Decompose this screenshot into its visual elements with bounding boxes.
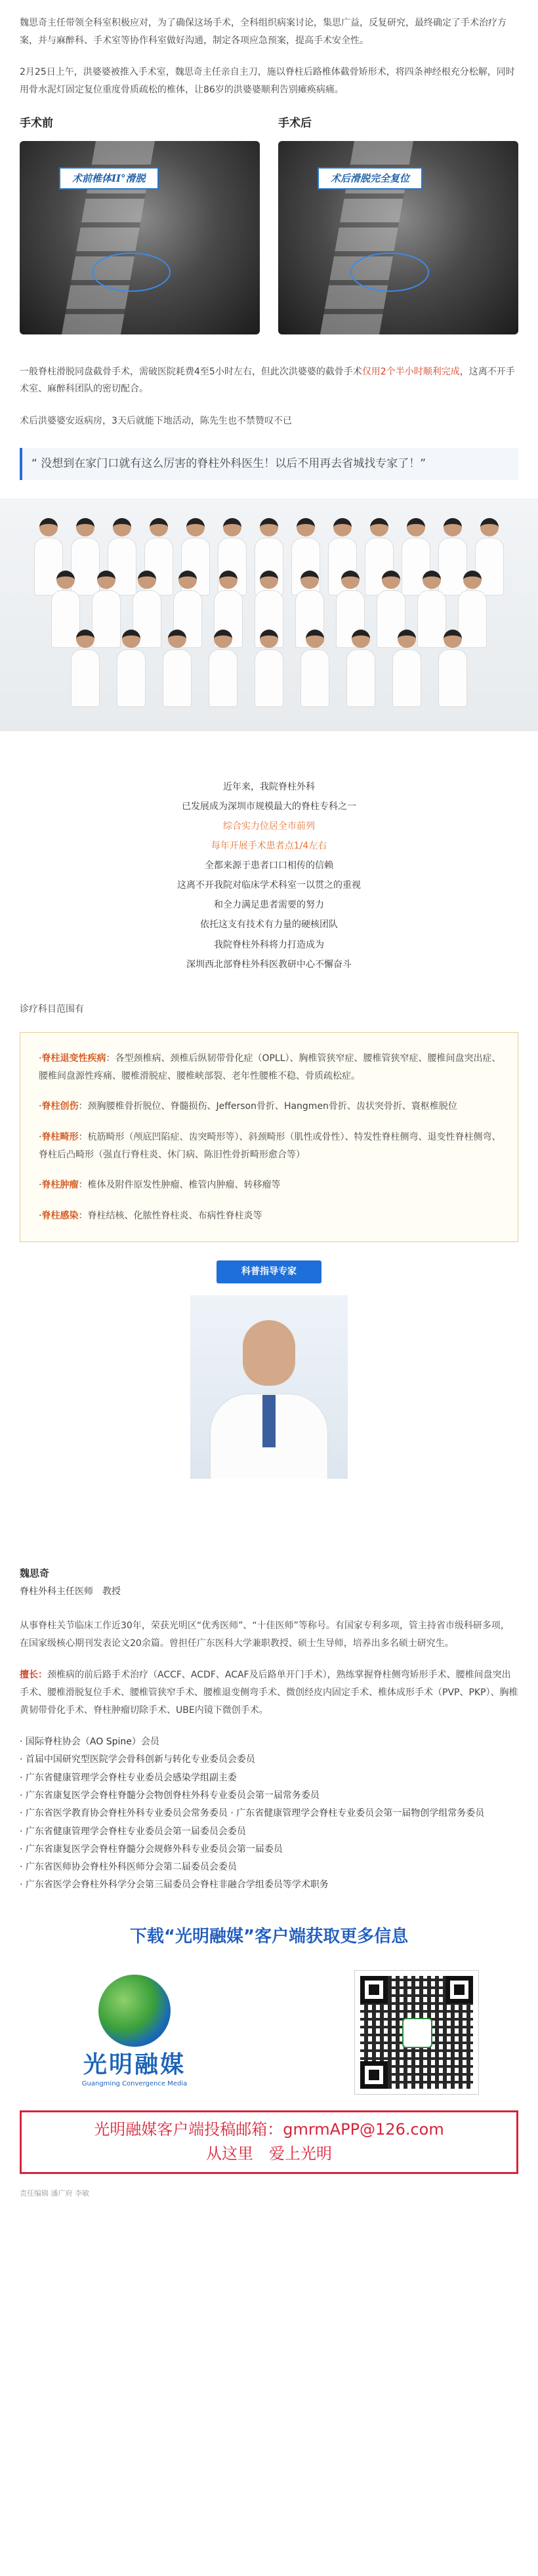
team-intro-line: 依托这支有技术有力量的硬核团队	[200, 919, 338, 931]
skill-label: 擅长：	[20, 1670, 47, 1681]
expert-memberships	[20, 1733, 518, 1895]
xray-before-caption: 术前椎体II°滑脱	[59, 167, 159, 190]
contact-email[interactable]: 光明融媒客户端投稿邮箱：gmrmAPP@126.com	[94, 2120, 444, 2139]
team-intro-line: 深圳西北部脊柱外科医教研中心不懈奋斗	[186, 959, 352, 970]
team-member	[209, 630, 238, 708]
scope-item: ·脊柱退变性疾病：各型颈椎病、颈椎后纵韧带骨化症（OPLL）、胸椎管狭窄症、腰椎管狭窄症、腰椎间盘突出症、腰椎间盘源性疼痛、腰椎滑脱症、腰椎峡部裂、老年性腰椎不稳、骨质疏松症。	[39, 1053, 501, 1081]
team-member	[346, 630, 375, 708]
scope-item-text: ：椎体及附件原发性肿瘤、椎管内肿瘤、转移瘤等	[78, 1180, 281, 1191]
portrait-face	[243, 1320, 295, 1386]
expert-skills	[20, 1666, 518, 1719]
scope-item-label: 脊柱肿瘤	[41, 1180, 79, 1191]
xray-before-label: 手术前	[20, 117, 53, 131]
expert-name: 魏思奇	[20, 1567, 50, 1580]
team-member	[117, 630, 146, 708]
membership-item: · 广东省医学教育协会脊柱外科专业委员会常务委员 · 广东省健康管理学会脊柱专业委员会第一届物创学组常务委员	[20, 1808, 485, 1819]
team-intro-line: 和全力满足患者需要的努力	[214, 900, 324, 911]
qr-code[interactable]	[354, 1970, 479, 2095]
qr-center-logo	[402, 2018, 432, 2048]
team-intro-line-highlight: 综合实力位居全市前列	[223, 820, 315, 832]
team-intro-line: 全都来源于患者口口相传的信赖	[205, 860, 333, 872]
outcome-highlight: 仅用2个半小时顺利完成	[362, 366, 460, 377]
scope-box	[20, 1032, 518, 1242]
outcome-text-end: ，这离不开手术室、麻醉科团队的密切配合。	[20, 366, 515, 395]
article	[0, 14, 538, 2207]
xray-after-label: 手术后	[278, 117, 312, 131]
qr-finder	[360, 2061, 388, 2089]
highlight-ring	[350, 252, 429, 292]
highlight-ring	[92, 252, 171, 292]
team-intro-line: 这离不开我院对临床学术科室一以贯之的重视	[177, 880, 361, 891]
membership-item: · 广东省医学会脊柱外科学分会第三届委员会脊柱非融合学组委员等学术职务	[20, 1880, 329, 1891]
scope-item-label: 脊柱退变性疾病	[41, 1053, 106, 1064]
editor-credit: 责任编辑 潘广府 李敏	[20, 2188, 89, 2198]
outcome-paragraph-2: 术后洪婆婆安返病房，3天后就能下地活动，陈先生也不禁赞叹不已	[20, 415, 292, 426]
membership-item: · 广东省康复医学会脊柱脊髓分会规修外科专业委员会第一届委员	[20, 1843, 283, 1855]
team-member	[163, 630, 192, 708]
scope-item-label: 脊柱畸形	[41, 1132, 79, 1143]
scope-item: ·脊柱畸形：杭筋畸形（颅底凹陷症、齿突畸形等）、斜颈畸形（肌性或骨性）、特发性脊柱侧弯、退变性脊柱侧弯、脊柱后凸畸形（强直行脊柱炎、休门病、陈旧性骨折畸形愈合等）	[39, 1132, 501, 1160]
membership-item: · 首届中国研究型医院学会骨科创新与转化专业委员会委员	[20, 1754, 255, 1765]
team-intro-line: 近年来，我院脊柱外科	[223, 781, 315, 792]
membership-item: · 广东省康复医学会脊柱脊髓分会物创脊柱外科专业委员会第一届常务委员	[20, 1790, 320, 1801]
membership-item: · 国际脊柱协会（AO Spine）会员	[20, 1737, 159, 1748]
team-intro	[20, 777, 518, 975]
xray-after-image	[278, 141, 518, 334]
scope-item: ·脊柱肿瘤：椎体及附件原发性肿瘤、椎管内肿瘤、转移瘤等	[39, 1180, 281, 1191]
download-title: 下载“光明融媒”客户端获取更多信息	[129, 1926, 409, 1946]
team-member	[255, 630, 283, 708]
scope-item-text: ：各型颈椎病、颈椎后纵韧带骨化症（OPLL）、胸椎管狭窄症、腰椎管狭窄症、腰椎间盘突出症、腰椎间盘源性疼痛、腰椎滑脱症、腰椎峡部裂、老年性腰椎不稳、骨质疏松症。	[39, 1053, 501, 1081]
xray-after	[278, 113, 518, 334]
team-member	[392, 630, 421, 708]
patient-quote: “ 没想到在家门口就有这么厉害的脊柱外科医生！以后不用再去省城找专家了！”	[20, 448, 518, 479]
team-member	[438, 630, 467, 708]
team-intro-line: 我院脊柱外科将力打造成为	[214, 939, 324, 950]
qr-finder	[360, 1976, 388, 2003]
scope-item: ·脊柱感染：脊柱结核、化脓性脊柱炎、布病性脊柱炎等	[39, 1210, 262, 1221]
expert-portrait	[190, 1295, 348, 1479]
scope-item: ·脊柱创伤：颈胸腰椎骨折脱位、脊髓损伤、Jefferson骨折、Hangmen骨折、齿状突骨折、寰枢椎脱位	[39, 1101, 457, 1112]
brand-logo	[59, 1975, 210, 2091]
globe-icon	[98, 1975, 171, 2047]
qr-finder	[445, 1976, 473, 2003]
outcome-paragraph	[20, 363, 518, 398]
expert-tag: 科普指导专家	[217, 1260, 321, 1283]
team-member	[71, 630, 100, 708]
download-section	[20, 1970, 518, 2095]
intro-paragraph-2: 2月25日上午，洪婆婆被推入手术室，魏思奇主任亲自主刀，施以脊柱后路椎体截骨矫形术，将四条神经根充分松解，同时用骨水泥灯固定复位重度骨质疏松的椎体，让86岁的洪婆婆顺利告别瘫痪病痛。	[20, 67, 515, 95]
team-intro-line: 已发展成为深圳市规模最大的脊柱专科之一	[182, 801, 356, 812]
membership-item: · 广东省健康管理学会脊柱专业委员会感染学组副主委	[20, 1772, 237, 1783]
team-photo	[0, 498, 538, 731]
scope-heading: 诊疗科目范围有	[20, 1003, 84, 1015]
xray-comparison	[20, 113, 518, 334]
team-member	[300, 630, 329, 708]
scope-item-text: ：杭筋畸形（颅底凹陷症、齿突畸形等）、斜颈畸形（肌性或骨性）、特发性脊柱侧弯、退变性脊柱侧弯、脊柱后凸畸形（强直行脊柱炎、休门病、陈旧性骨折畸形愈合等）	[39, 1132, 501, 1160]
brand-name: 光明融媒	[83, 2051, 186, 2078]
team-intro-line-highlight: 每年开展手术患者点1/4左右	[211, 841, 327, 852]
membership-item: · 广东省健康管理学会脊柱专业委员会第一届委员会委员	[20, 1826, 246, 1837]
expert-title: 脊柱外科主任医师 教授	[20, 1586, 121, 1597]
skill-text: 颈椎病的前后路手术治疗（ACCF、ACDF、ACAF及后路单开门手术），熟练掌握脊柱侧弯矫形手术、腰椎间盘突出手术、腰椎滑脱复位手术、腰椎管狭窄手术、腰椎退变侧弯手术、微创经皮内固定手术、椎体成形手术（PVP、PKP）、胸椎黄韧带骨化手术、脊柱肿瘤切除手术、UBE内镜下微创手术。	[20, 1670, 518, 1716]
xray-before	[20, 113, 260, 334]
scope-item-text: ：脊柱结核、化脓性脊柱炎、布病性脊柱炎等	[78, 1210, 262, 1221]
xray-after-caption: 术后滑脱完全复位	[318, 167, 423, 190]
xray-before-image	[20, 141, 260, 334]
scope-item-label: 脊柱创伤	[41, 1101, 79, 1112]
team-row-front	[0, 630, 538, 708]
portrait-tie	[262, 1395, 276, 1447]
outcome-text: 一般脊柱滑脱同盘截骨手术，需破医院耗费4至5小时左右，但此次洪婆婆的截骨手术	[20, 366, 362, 377]
brand-subtitle: Guangming Convergence Media	[81, 2080, 188, 2088]
membership-item: · 广东省医师协会脊柱外科医师分会第二届委员会委员	[20, 1862, 237, 1873]
expert-bio: 从事脊柱关节临床工作近30年，荣获光明区“优秀医师”、“十佳医师”等称号。有国家专利多项，管主持省市级科研多项，在国家级核心期刊发表论文20余篇。曾担任广东医科大学兼职教授、硕士生导师，培养出多名硕士研究生。	[20, 1620, 510, 1649]
intro-paragraph-1: 魏思奇主任带领全科室积极应对，为了确保这场手术，全科组织病案讨论，集思广益，反复研究，最终确定了手术治疗方案，并与麻醉科、手术室等协作科室做好沟通，制定各项应急预案，提高手术安全性。	[20, 18, 507, 46]
scope-item-text: ：颈胸腰椎骨折脱位、脊髓损伤、Jefferson骨折、Hangmen骨折、齿状突骨折、寰枢椎脱位	[78, 1101, 457, 1112]
scope-item-label: 脊柱感染	[41, 1210, 79, 1221]
contact-box	[20, 2110, 518, 2173]
contact-slogan: 从这里 爱上光明	[206, 2144, 332, 2163]
